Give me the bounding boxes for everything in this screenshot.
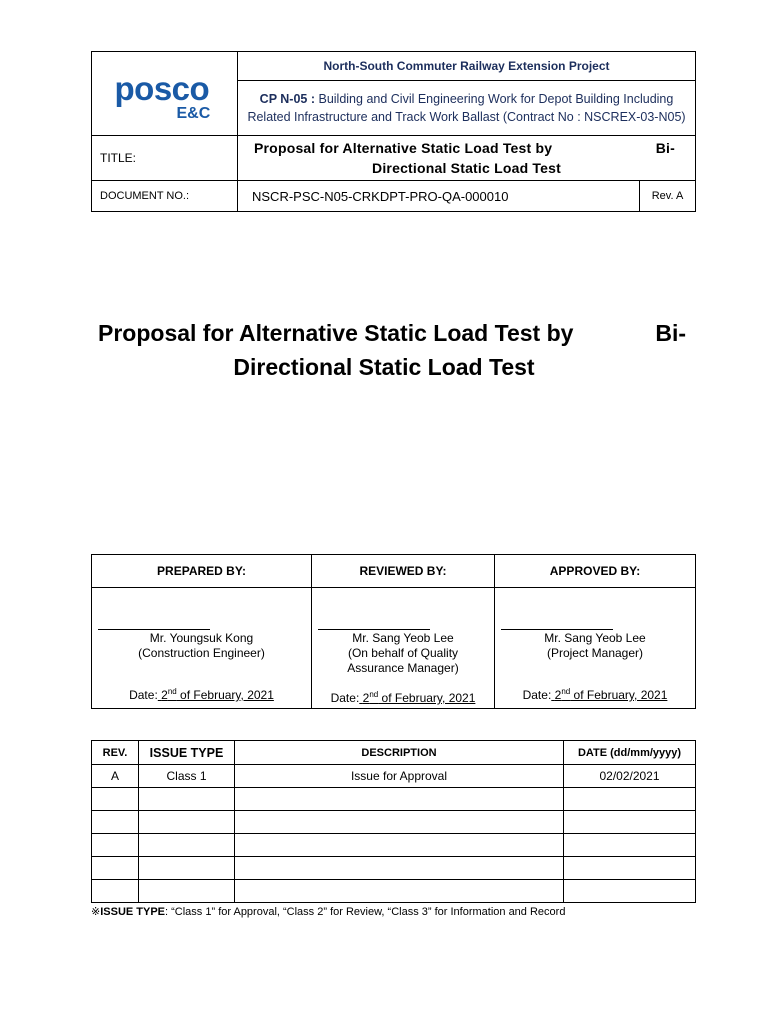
rev-cell bbox=[92, 811, 139, 834]
prepared-by-header: PREPARED BY: bbox=[92, 555, 312, 588]
contract-description bbox=[238, 81, 696, 136]
document-title bbox=[238, 136, 696, 181]
rev-cell bbox=[92, 788, 139, 811]
reviewed-by-cell bbox=[312, 588, 495, 709]
rev-cell bbox=[92, 857, 139, 880]
reviewer-name: Mr. Sang Yeob Lee bbox=[352, 631, 454, 645]
contract-line-2: Related Infrastructure and Track Work Ballast (Contract No : NSCREX-03-N05) bbox=[247, 110, 686, 124]
date-cell bbox=[564, 834, 696, 857]
reviewed-date: Date: 2nd of February, 2021 bbox=[330, 690, 476, 705]
approver-name: Mr. Sang Yeob Lee bbox=[544, 631, 646, 645]
note-text: : “Class 1” for Approval, “Class 2” for Review, “Class 3” for Information and Record bbox=[165, 906, 566, 918]
main-title-line-1-end: Bi- bbox=[655, 320, 686, 346]
description-header: DESCRIPTION bbox=[235, 741, 564, 765]
contract-line-1: Building and Civil Engineering Work for Depot Building Including bbox=[315, 92, 674, 106]
issue-type-cell: Class 1 bbox=[139, 765, 235, 788]
rev-cell: A bbox=[92, 765, 139, 788]
date-cell bbox=[564, 788, 696, 811]
table-row bbox=[92, 834, 696, 857]
description-cell bbox=[235, 880, 564, 903]
rev-cell bbox=[92, 834, 139, 857]
signature-table bbox=[91, 554, 696, 709]
project-name: North-South Commuter Railway Extension Project bbox=[238, 52, 696, 81]
signature-line bbox=[501, 629, 613, 630]
note-label: ISSUE TYPE bbox=[100, 906, 166, 918]
revision-label: Rev. A bbox=[640, 181, 696, 212]
reviewed-by-header: REVIEWED BY: bbox=[312, 555, 495, 588]
description-cell bbox=[235, 834, 564, 857]
issue-type-note bbox=[91, 905, 565, 918]
contract-code: CP N-05 : bbox=[259, 92, 316, 106]
date-cell bbox=[564, 857, 696, 880]
main-title bbox=[80, 316, 688, 384]
prepared-date: Date: 2nd of February, 2021 bbox=[129, 687, 274, 702]
title-label: TITLE: bbox=[92, 136, 238, 181]
description-cell bbox=[235, 788, 564, 811]
main-title-line-2: Directional Static Load Test bbox=[233, 354, 535, 380]
table-row bbox=[92, 880, 696, 903]
date-cell bbox=[564, 880, 696, 903]
approved-date: Date: 2nd of February, 2021 bbox=[522, 687, 668, 702]
title-line-1-end: Bi- bbox=[655, 140, 676, 156]
document-number-label: DOCUMENT NO.: bbox=[92, 181, 238, 212]
title-line-1: Proposal for Alternative Static Load Test by bbox=[254, 140, 553, 156]
main-title-line-1: Proposal for Alternative Static Load Test by bbox=[98, 320, 574, 346]
approver-role: (Project Manager) bbox=[546, 646, 644, 660]
reviewer-role-2: Assurance Manager) bbox=[347, 661, 459, 675]
description-cell bbox=[235, 811, 564, 834]
logo-subtext: E&C bbox=[176, 104, 211, 122]
date-cell bbox=[564, 811, 696, 834]
title-line-2: Directional Static Load Test bbox=[372, 160, 561, 176]
preparer-name: Mr. Youngsuk Kong bbox=[149, 631, 254, 645]
reference-mark-icon: ※ bbox=[91, 906, 101, 918]
logo-text: posco bbox=[114, 69, 210, 107]
preparer-role: (Construction Engineer) bbox=[138, 646, 265, 660]
issue-type-cell bbox=[139, 857, 235, 880]
logo-cell bbox=[92, 52, 238, 136]
description-cell bbox=[235, 857, 564, 880]
issue-type-cell bbox=[139, 880, 235, 903]
issue-type-header: ISSUE TYPE bbox=[139, 741, 235, 765]
posco-logo bbox=[105, 66, 225, 122]
issue-type-cell bbox=[139, 788, 235, 811]
approved-by-cell bbox=[495, 588, 696, 709]
revision-table bbox=[91, 740, 696, 903]
approved-by-header: APPROVED BY: bbox=[495, 555, 696, 588]
document-header bbox=[91, 51, 696, 212]
prepared-by-cell bbox=[92, 588, 312, 709]
issue-type-cell bbox=[139, 834, 235, 857]
table-row bbox=[92, 765, 696, 788]
signature-line bbox=[98, 629, 210, 630]
date-header: DATE (dd/mm/yyyy) bbox=[564, 741, 696, 765]
table-row bbox=[92, 788, 696, 811]
rev-header: REV. bbox=[92, 741, 139, 765]
reviewer-role-1: (On behalf of Quality bbox=[347, 646, 459, 660]
description-cell: Issue for Approval bbox=[235, 765, 564, 788]
document-number: NSCR-PSC-N05-CRKDPT-PRO-QA-000010 bbox=[238, 181, 640, 212]
issue-type-cell bbox=[139, 811, 235, 834]
signature-line bbox=[318, 629, 430, 630]
rev-cell bbox=[92, 880, 139, 903]
date-cell: 02/02/2021 bbox=[564, 765, 696, 788]
table-row bbox=[92, 857, 696, 880]
table-row bbox=[92, 811, 696, 834]
